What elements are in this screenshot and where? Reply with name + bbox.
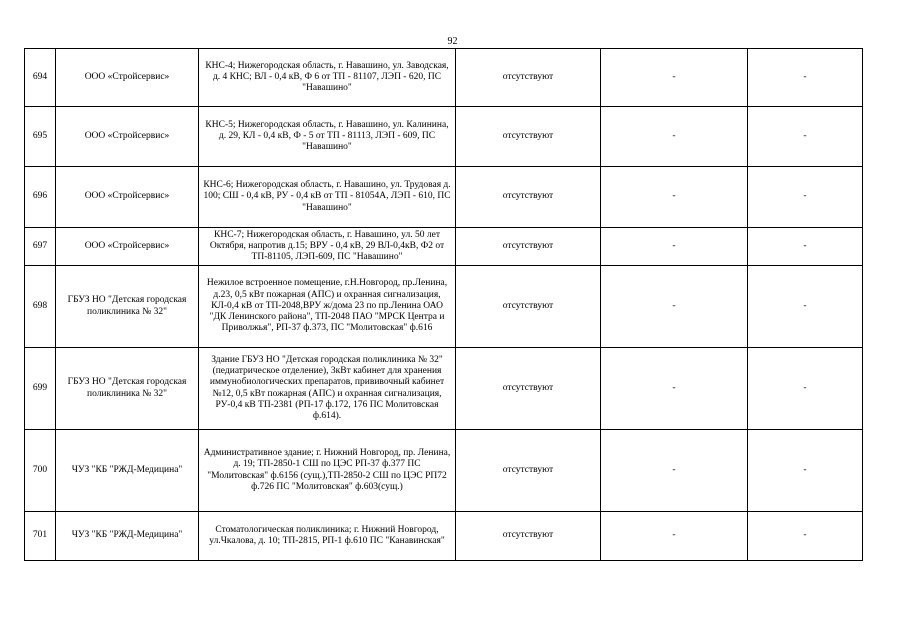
table-row (25, 430, 863, 512)
status-cell: отсутствуют (456, 228, 601, 266)
page-number: 92 (447, 36, 458, 47)
object-description-cell: КНС-6; Нижегородская область, г. Навашино, ул. Трудовая д. 100; СШ - 0,4 кВ, РУ - 0,4 кВ от ТП - 81054А, ЛЭП - 610, ПС "Навашино" (199, 167, 456, 228)
status-cell: отсутствуют (456, 512, 601, 561)
row-number-cell: 699 (25, 348, 56, 430)
organization-cell: ГБУЗ НО "Детская городская поликлиника № 32" (56, 266, 199, 348)
column-5-cell: - (601, 430, 748, 512)
data-table (24, 48, 863, 561)
row-number-cell: 697 (25, 228, 56, 266)
status-cell: отсутствуют (456, 49, 601, 107)
object-description-cell: КНС-7; Нижегородская область, г. Навашино, ул. 50 лет Октября, напротив д.15; ВРУ - 0,4 кВ, 29 ВЛ-0,4кВ, Ф2 от ТП-81105, ЛЭП-609, ПС "Навашино" (199, 228, 456, 266)
column-5-cell: - (601, 107, 748, 167)
object-description-cell: КНС-5; Нижегородская область, г. Навашино, ул. Калинина, д. 29, КЛ - 0,4 кВ, Ф - 5 от ТП - 81113, ЛЭП - 609, ПС "Навашино" (199, 107, 456, 167)
column-6-cell: - (748, 430, 863, 512)
table-row (25, 49, 863, 107)
column-5-cell: - (601, 167, 748, 228)
column-6-cell: - (748, 107, 863, 167)
organization-cell: ООО «Стройсервис» (56, 49, 199, 107)
status-cell: отсутствуют (456, 430, 601, 512)
column-6-cell: - (748, 348, 863, 430)
organization-cell: ООО «Стройсервис» (56, 228, 199, 266)
column-6-cell: - (748, 512, 863, 561)
organization-cell: ООО «Стройсервис» (56, 167, 199, 228)
row-number-cell: 696 (25, 167, 56, 228)
column-5-cell: - (601, 512, 748, 561)
status-cell: отсутствуют (456, 167, 601, 228)
column-5-cell: - (601, 266, 748, 348)
column-6-cell: - (748, 266, 863, 348)
organization-cell: ЧУЗ "КБ "РЖД-Медицина" (56, 512, 199, 561)
column-5-cell: - (601, 348, 748, 430)
organization-cell: ГБУЗ НО "Детская городская поликлиника № 32" (56, 348, 199, 430)
column-6-cell: - (748, 228, 863, 266)
column-5-cell: - (601, 228, 748, 266)
object-description-cell: Нежилое встроенное помещение, г.Н.Новгород, пр.Ленина, д.23, 0,5 кВт пожарная (АПС) и охранная сигнализация, КЛ-0,4 кВ от ТП-2048,ВРУ ж/дома 23 по пр.Ленина ОАО "ДК Ленинского района", ТП-2048 ПАО "МРСК Центра и Приволжья", РП-37 ф.373, ПС "Молитовская" ф.616 (199, 266, 456, 348)
column-5-cell: - (601, 49, 748, 107)
table-row (25, 167, 863, 228)
organization-cell: ЧУЗ "КБ "РЖД-Медицина" (56, 430, 199, 512)
object-description-cell: КНС-4; Нижегородская область, г. Навашино, ул. Заводская, д. 4 КНС; ВЛ - 0,4 кВ, Ф 6 от ТП - 81107, ЛЭП - 620, ПС "Навашино" (199, 49, 456, 107)
table-row (25, 266, 863, 348)
table-row (25, 512, 863, 561)
object-description-cell: Административное здание; г. Нижний Новгород, пр. Ленина, д. 19; ТП-2850-1 СШ по ЦЭС РП-37 ф.377 ПС "Молитовская" ф.6156 (сущ.),ТП-2850-2 СШ по ЦЭС РП72 ф.726 ПС "Молитовская" ф.603(сущ.) (199, 430, 456, 512)
table-row (25, 107, 863, 167)
row-number-cell: 698 (25, 266, 56, 348)
row-number-cell: 700 (25, 430, 56, 512)
column-6-cell: - (748, 49, 863, 107)
row-number-cell: 694 (25, 49, 56, 107)
organization-cell: ООО «Стройсервис» (56, 107, 199, 167)
object-description-cell: Здание ГБУЗ НО "Детская городская поликлиника № 32" (педиатрическое отделение), 3кВт кабинет для хранения иммунобиологических препаратов, прививочный кабинет №12, 0,5 кВт пожарная (АПС) и охранная сигнализация, РУ-0,4 кВ ТП-2381 (РП-17 ф.172, 176 ПС Молитовская ф.614). (199, 348, 456, 430)
status-cell: отсутствуют (456, 107, 601, 167)
column-6-cell: - (748, 167, 863, 228)
table-row (25, 228, 863, 266)
status-cell: отсутствуют (456, 348, 601, 430)
status-cell: отсутствуют (456, 266, 601, 348)
object-description-cell: Стоматологическая поликлиника; г. Нижний Новгород, ул.Чкалова, д. 10; ТП-2815, РП-1 ф.610 ПС "Канавинская" (199, 512, 456, 561)
row-number-cell: 701 (25, 512, 56, 561)
row-number-cell: 695 (25, 107, 56, 167)
table-row (25, 348, 863, 430)
